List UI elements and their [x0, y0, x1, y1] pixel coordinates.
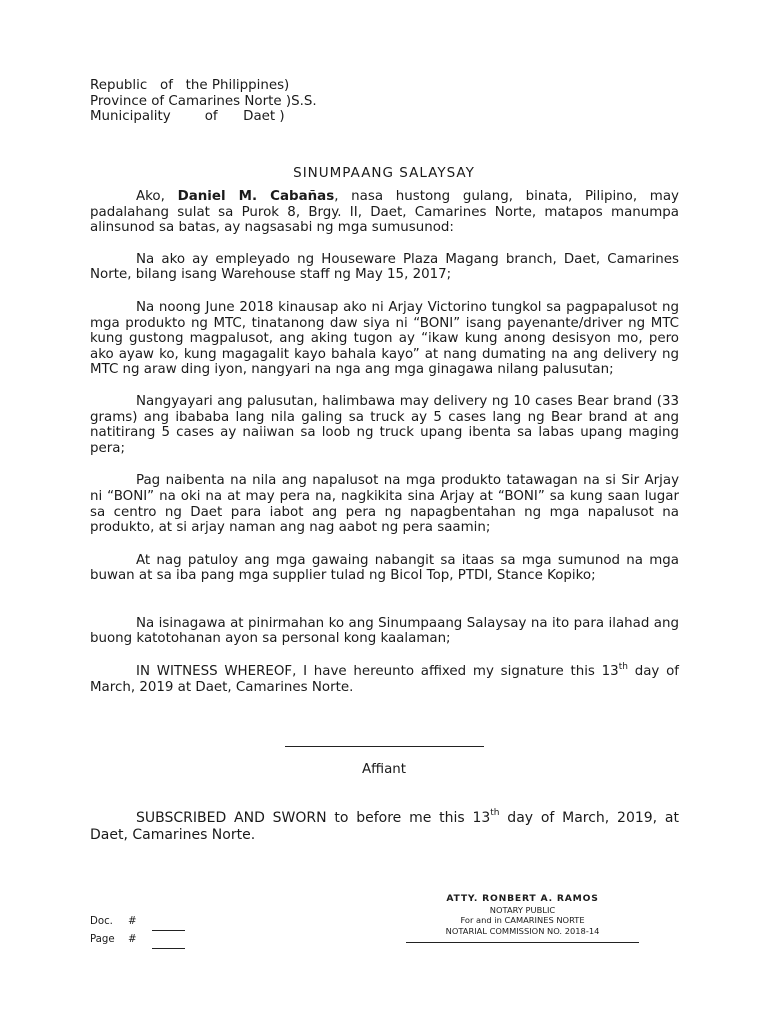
notary-block: [405, 894, 640, 936]
paragraph-method: Nangyayari ang palusutan, halimbawa may delivery ng 10 cases Bear brand (33 grams) ang ibababa lang nila galing sa truck ay 5 cases lang ng Bear brand at ang natitirang 5 cases ay naiiwan sa loob ng truck upang ibenta sa labas upang maging pera;: [90, 393, 679, 456]
notary-commission: NOTARIAL COMMISSION NO. 2018-14: [445, 925, 600, 936]
witness-post: day of March, 2019 at Daet, Camarines Norte.: [90, 664, 679, 695]
doc-hash: #: [128, 916, 137, 927]
jurat: [90, 810, 679, 844]
header-republic: Republic of the Philippines): [90, 78, 290, 93]
page-label: Page: [90, 934, 115, 945]
intro-pre: Ako,: [136, 189, 178, 204]
witness-sup: th: [618, 661, 628, 672]
notary-jurisdiction: For and in CAMARINES NORTE: [460, 915, 585, 926]
doc-number-blank[interactable]: [152, 920, 185, 931]
notary-name: ATTY. RONBERT A. RAMOS: [446, 893, 599, 904]
venue-header: [90, 78, 317, 125]
page-hash: #: [128, 934, 137, 945]
affiant-name: Daniel M. Cabañas: [177, 189, 335, 204]
document-title: SINUMPAANG SALAYSAY: [293, 165, 475, 181]
paragraph-employment: Na ako ay empleyado ng Houseware Plaza Magang branch, Daet, Camarines Norte, bilang isang Warehouse staff ng May 15, 2017;: [90, 251, 679, 283]
jurat-sup: th: [490, 808, 500, 819]
paragraph-witness: [90, 661, 679, 695]
document-register-info: [90, 913, 185, 949]
paragraph-attestation: Na isinagawa at pinirmahan ko ang Sinumpaang Salaysay na ito para ilahad ang buong katotohanan ayon sa personal kong kaalaman;: [90, 615, 679, 647]
header-municipality: Municipality of Daet ): [90, 109, 285, 125]
notary-role: NOTARY PUBLIC: [489, 904, 556, 915]
header-province: Province of Camarines Norte )S.S.: [90, 93, 317, 109]
notary-signature-line: [406, 942, 639, 943]
paragraph-conversation: Na noong June 2018 kinausap ako ni Arjay Victorino tungkol sa pagpapalusot ng mga produkto ng MTC, tinatanong daw siya ni “BONI” isang payenante/driver ng MTC kung gustong magpalusot, ang aking tugon ay “ikaw kung anong desisyon mo, pero ako ayaw ko, kung magagalit kayo bahala kayo” at nang dumating na ang delivery ng MTC ng araw ding iyon, nangyari na nga ang mga ginagawa nilang palusutan;: [90, 299, 679, 378]
paragraph-payment: Pag naibenta na nila ang napalusot na mga produkto tatawagan na si Sir Arjay ni “BONI” na oki na at may pera na, nagkikita sina Arjay at “BONI” sa kung saan lugar sa centro ng Daet para iabot ang pera ng napagbentahan ng mga napalusot na produkto, at si arjay naman ang nag aabot ng pera saamin;: [90, 473, 679, 536]
paragraph-continuation: At nag patuloy ang mga gawaing nabangit sa itaas sa mga sumunod na mga buwan at sa iba pang mga supplier tulad ng Bicol Top, PTDI, Stance Kopiko;: [90, 552, 679, 584]
witness-pre: IN WITNESS WHEREOF, I have hereunto affixed my signature this 13: [136, 664, 619, 680]
doc-number-row: [90, 913, 185, 931]
intro-post: , nasa hustong gulang, binata, Pilipino, may padalahang sulat sa Purok 8, Brgy. II, Daet, Camarines Norte, matapos manumpa alinsunod sa batas, ay nagsasabi ng mga sumusunod:: [90, 189, 679, 236]
jurat-post: day of March, 2019, at Daet, Camarines Norte.: [90, 810, 679, 843]
affiant-signature-line: [285, 746, 484, 747]
doc-label: Doc.: [90, 916, 113, 927]
jurat-text: [90, 810, 679, 844]
page-number-row: [90, 931, 185, 949]
affiant-label: Affiant: [361, 762, 407, 777]
paragraph-intro: [90, 189, 679, 236]
jurat-pre: SUBSCRIBED AND SWORN to before me this 13: [136, 810, 491, 826]
affidavit-body: [90, 189, 679, 695]
page-number-blank[interactable]: [152, 938, 185, 949]
